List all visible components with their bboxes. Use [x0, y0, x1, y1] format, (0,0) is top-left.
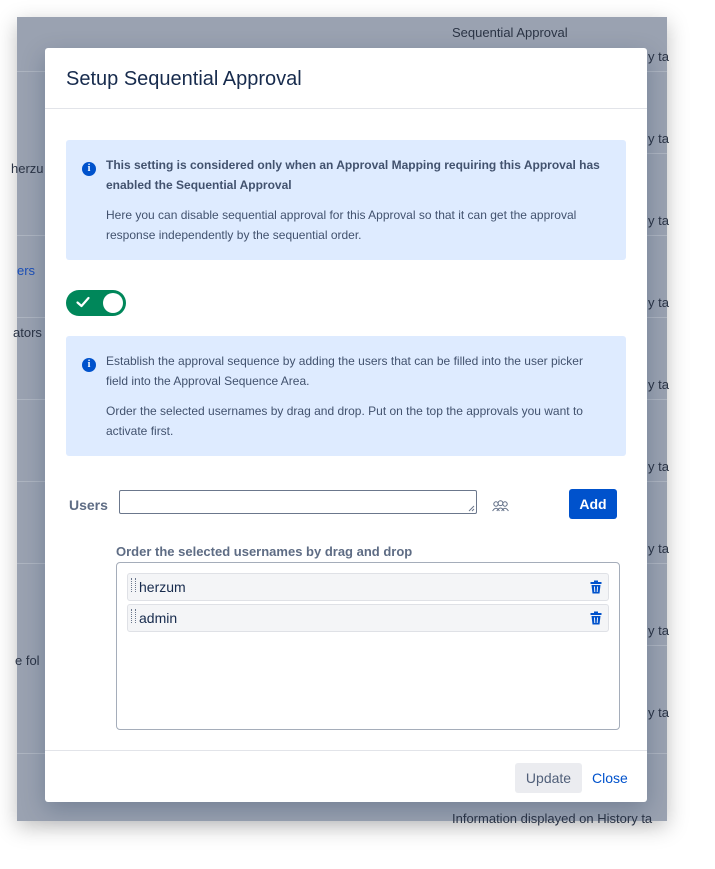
list-item-username: admin	[139, 610, 178, 626]
dialog-title: Setup Sequential Approval	[66, 68, 302, 90]
order-label: Order the selected usernames by drag and drop	[116, 544, 413, 559]
info-icon: i	[82, 162, 96, 176]
users-input[interactable]	[119, 490, 477, 514]
user-picker-icon[interactable]	[492, 500, 509, 512]
bg-fragment: y ta	[648, 213, 669, 228]
update-button[interactable]: Update	[515, 763, 582, 793]
bg-fragment: y ta	[648, 623, 669, 638]
info-bold-text: This setting is considered only when an Approval Mapping requiring this Approval has enabled the Sequential Approval	[106, 158, 600, 192]
trash-icon[interactable]	[590, 580, 602, 594]
add-button[interactable]: Add	[569, 489, 617, 519]
drag-handle-icon[interactable]	[131, 578, 136, 592]
bg-column-header: Sequential Approval	[452, 25, 568, 40]
list-item-username: herzum	[139, 579, 186, 595]
bg-fragment: y ta	[648, 295, 669, 310]
bg-fragment: herzu	[11, 161, 44, 176]
dialog-header	[45, 48, 647, 109]
sequential-approval-toggle[interactable]	[66, 290, 126, 316]
info-message-sequential	[66, 140, 626, 260]
info-text: Here you can disable sequential approval for this Approval so that it can get the approval response independently by the sequential order.	[106, 208, 577, 242]
list-item[interactable]	[127, 604, 609, 632]
bg-fragment: y ta	[648, 459, 669, 474]
list-item[interactable]	[127, 573, 609, 601]
bg-fragment: y ta	[648, 49, 669, 64]
approval-sequence-list[interactable]	[116, 562, 620, 730]
check-icon	[76, 296, 90, 308]
close-link[interactable]: Close	[592, 770, 628, 786]
bg-footer-text: Information displayed on History ta	[452, 811, 653, 826]
info-text: Order the selected usernames by drag and drop. Put on the top the approvals you want to activate first.	[106, 404, 583, 438]
resize-grip-icon[interactable]	[467, 504, 475, 512]
bg-fragment: y ta	[648, 131, 669, 146]
users-label: Users	[69, 497, 108, 513]
info-text: Establish the approval sequence by adding the users that can be filled into the user picker field into the Approval Sequence Area.	[106, 354, 583, 388]
setup-sequential-approval-dialog	[45, 48, 647, 802]
info-message-sequence	[66, 336, 626, 456]
bg-fragment: y ta	[648, 377, 669, 392]
info-icon: i	[82, 358, 96, 372]
bg-fragment: y ta	[648, 705, 669, 720]
bg-link-fragment: ers	[17, 263, 36, 278]
dialog-footer	[45, 750, 647, 803]
bg-fragment: ators	[13, 325, 42, 340]
toggle-knob	[103, 293, 123, 313]
bg-fragment: e fol	[15, 653, 40, 668]
trash-icon[interactable]	[590, 611, 602, 625]
drag-handle-icon[interactable]	[131, 609, 136, 623]
bg-fragment: y ta	[648, 541, 669, 556]
